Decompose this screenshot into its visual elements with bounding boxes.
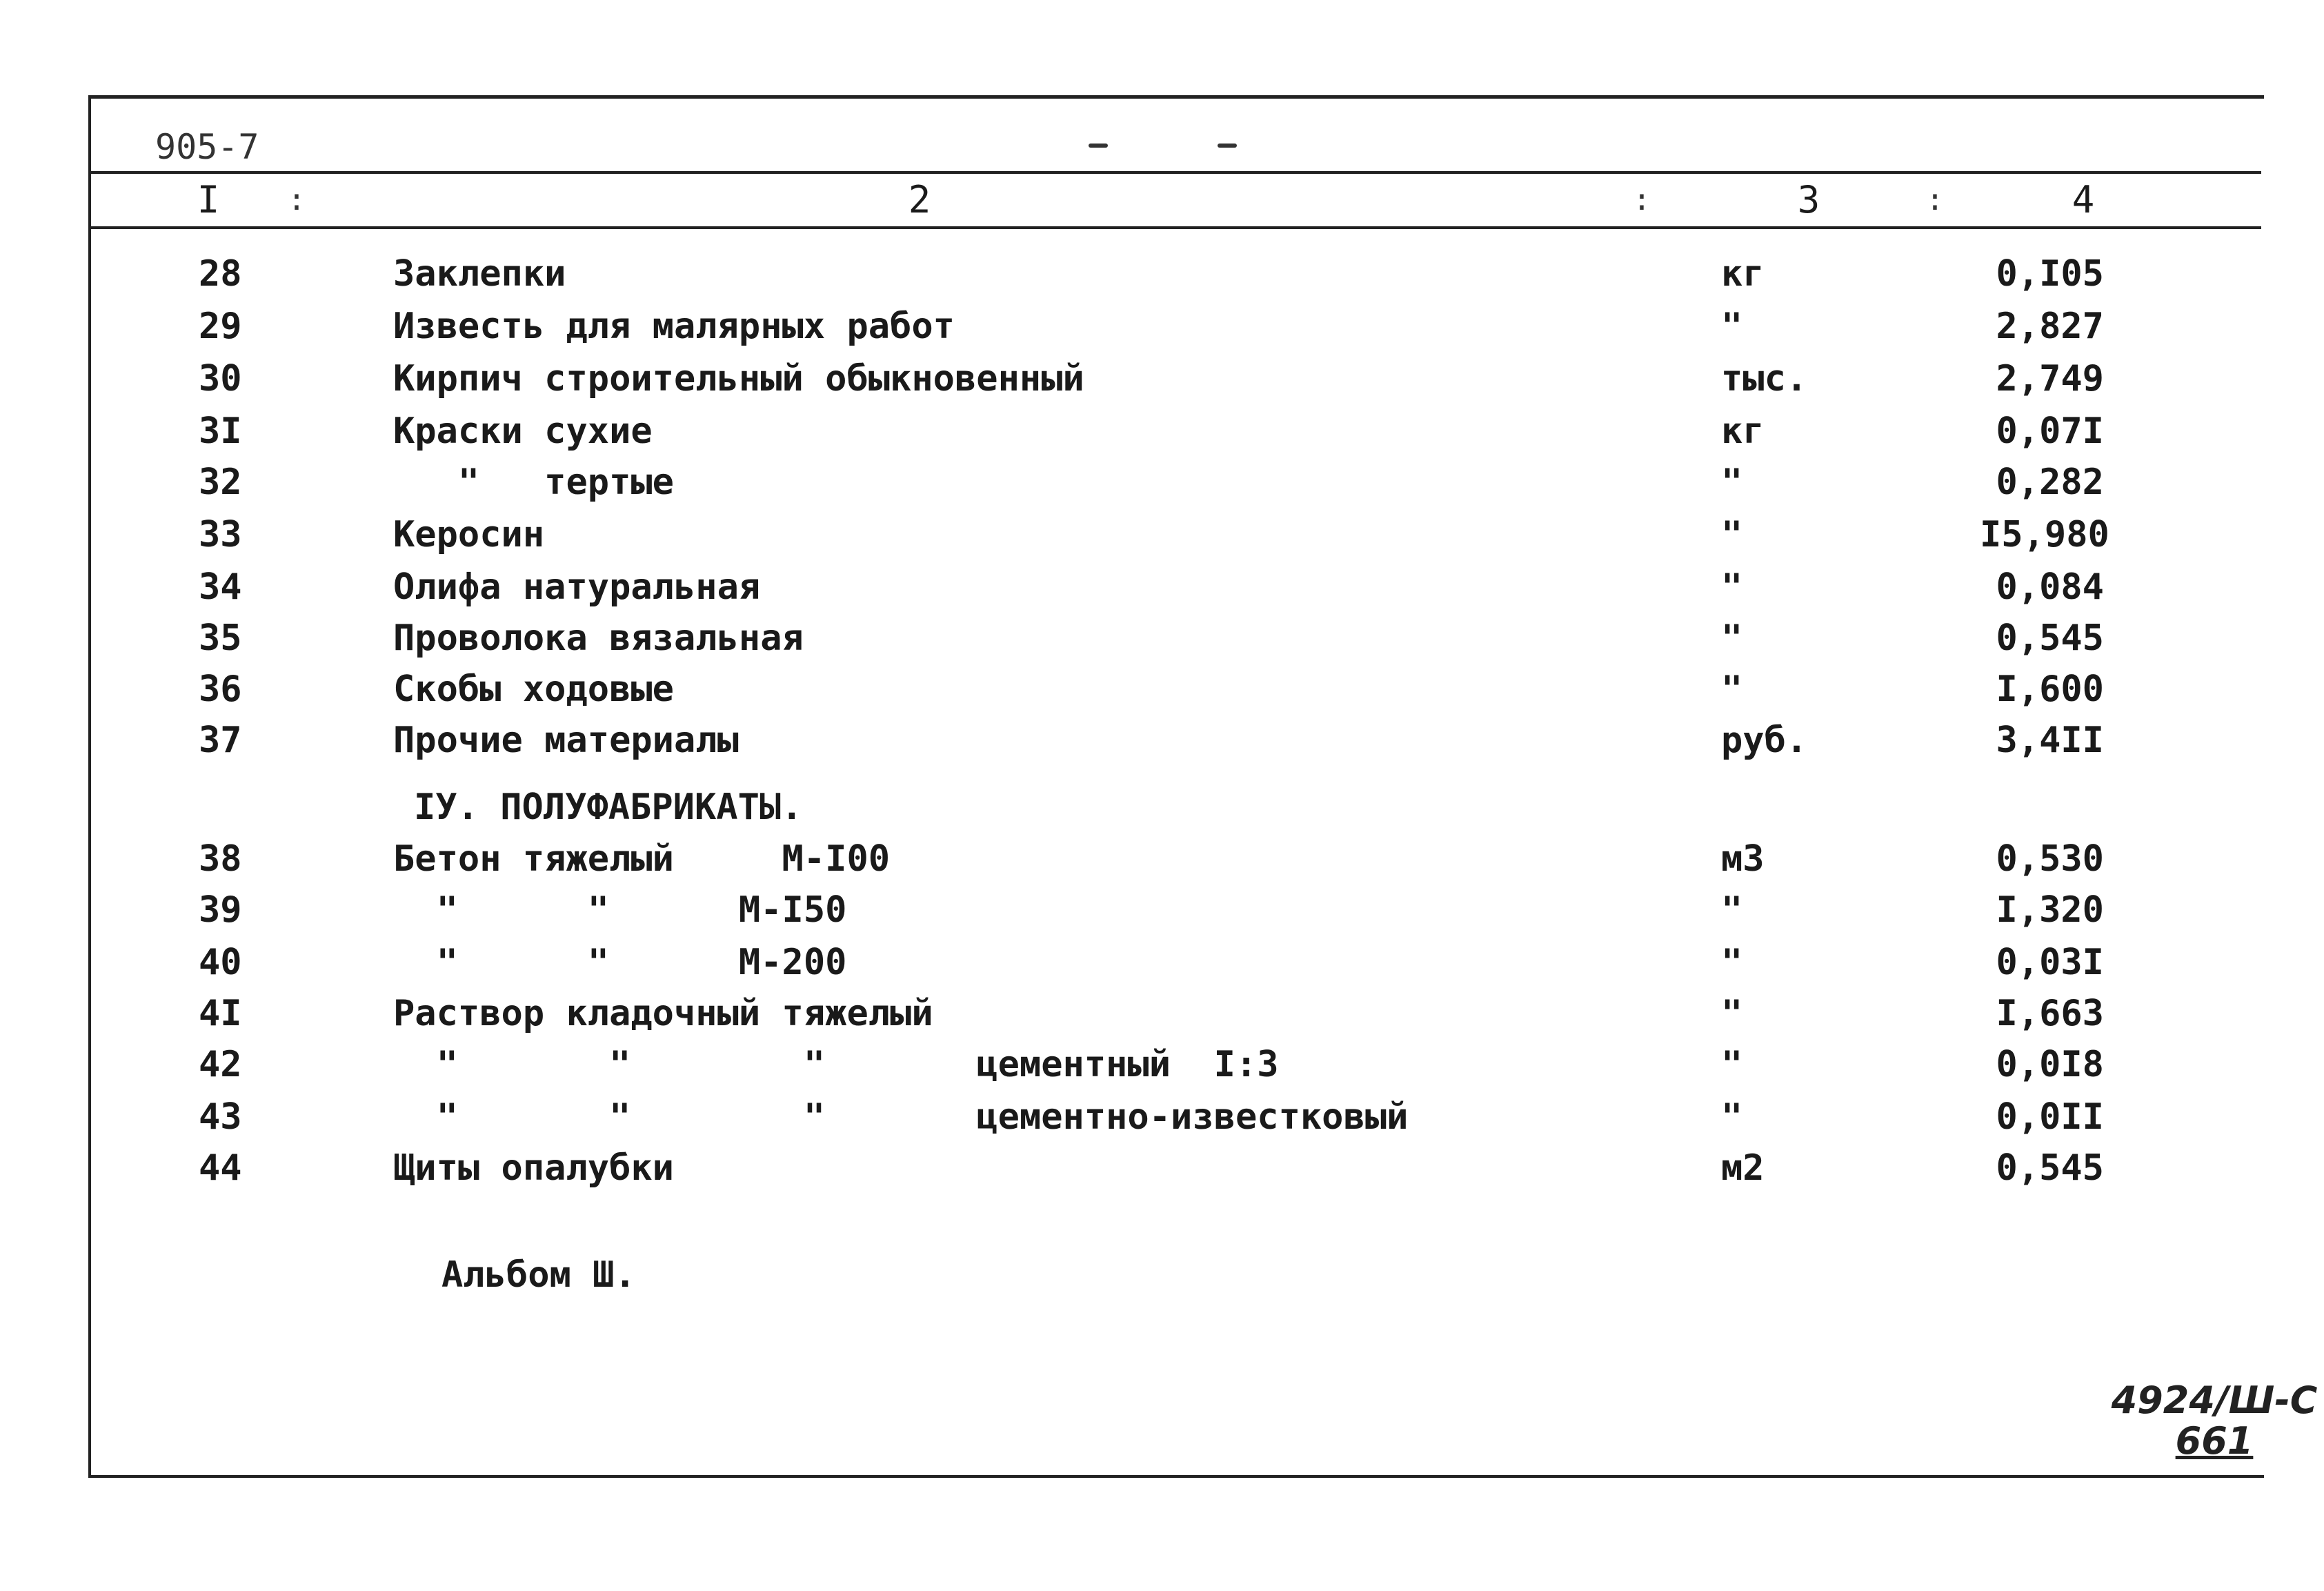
row-number: 33 [199,514,242,555]
row-name: " " " цементный I:3 [393,1044,1279,1085]
row-unit: " [1721,617,1743,659]
row-name: Щиты опалубки [393,1147,674,1189]
table-row [0,614,2324,662]
row-name: Керосин [393,514,545,555]
table-row [0,355,2324,403]
stamp-code: 4924/Ш-С [2111,1378,2318,1422]
row-number: 29 [199,306,242,347]
row-number: 37 [199,720,242,761]
table-row [0,458,2324,506]
row-name: Заклепки [393,253,566,295]
row-number: 40 [199,942,242,983]
row-unit: " [1721,462,1743,503]
row-number: 42 [199,1044,242,1085]
row-value: 3,4II [1996,720,2104,761]
row-name: Скобы ходовые [393,669,674,710]
table-row [0,1040,2324,1089]
row-number: 34 [199,566,242,608]
row-unit: " [1721,306,1743,347]
row-unit: руб. [1721,720,1808,761]
row-number: 28 [199,253,242,295]
row-value: 0,07I [1996,411,2104,452]
row-unit: " [1721,1044,1743,1085]
archive-stamp [2111,1380,2318,1462]
header-dash-mark [1089,144,1108,148]
row-unit: " [1721,889,1743,931]
row-number: 30 [199,358,242,399]
row-unit: " [1721,669,1743,710]
row-name: Кирпич строительный обыкновенный [393,358,1084,399]
table-row [0,407,2324,455]
row-name: " " М-200 [393,942,847,983]
row-value: 0,084 [1996,566,2104,608]
row-number: 39 [199,889,242,931]
row-value: 0,282 [1996,462,2104,503]
section-title: IУ. ПОЛУФАБРИКАТЫ. [414,787,803,828]
row-number: 3I [199,411,242,452]
row-unit: м2 [1721,1147,1765,1189]
column-separator: : [1632,182,1651,217]
table-row [0,886,2324,934]
row-unit: " [1721,1096,1743,1138]
row-value: 0,545 [1996,1147,2104,1189]
column-header-3: 3 [1797,178,1820,221]
album-note: Альбом Ш. [441,1254,636,1296]
table-row [0,1144,2324,1192]
column-separator: : [287,182,306,217]
table-row [0,938,2324,987]
document-code: 905-7 [155,127,259,167]
row-unit: " [1721,993,1743,1034]
row-name: " тертые [393,462,674,503]
header-dash-mark [1218,144,1237,148]
table-row [0,665,2324,713]
stamp-page-number: 661 [2175,1419,2254,1463]
row-number: 32 [199,462,242,503]
row-name: Прочие материалы [393,720,739,761]
table-row [0,563,2324,611]
row-number: 4I [199,993,242,1034]
row-number: 44 [199,1147,242,1189]
row-value: I5,980 [1980,514,2109,555]
column-header-4: 4 [2072,178,2095,221]
row-value: 2,749 [1996,358,2104,399]
row-unit: " [1721,514,1743,555]
row-unit: " [1721,566,1743,608]
row-value: I,600 [1996,669,2104,710]
column-separator: : [1925,182,1945,217]
row-unit: м3 [1721,838,1765,880]
row-number: 35 [199,617,242,659]
row-value: I,320 [1996,889,2104,931]
row-value: 2,827 [1996,306,2104,347]
row-value: 0,0II [1996,1096,2104,1138]
row-name: Бетон тяжелый М-I00 [393,838,891,880]
row-name: " " М-I50 [393,889,847,931]
row-unit: " [1721,942,1743,983]
row-value: 0,545 [1996,617,2104,659]
row-name: Олифа натуральная [393,566,761,608]
column-header-1: I [197,178,220,221]
row-number: 43 [199,1096,242,1138]
table-row [0,250,2324,298]
header-top-rule [88,171,2261,174]
table-row [0,302,2324,350]
table-row [0,835,2324,883]
row-number: 36 [199,669,242,710]
row-value: I,663 [1996,993,2104,1034]
row-unit: кг [1721,411,1765,452]
table-row [0,511,2324,559]
table-row [0,1093,2324,1141]
row-unit: кг [1721,253,1765,295]
header-bottom-rule [88,226,2261,229]
row-name: " " " цементно-известковый [393,1096,1409,1138]
row-unit: тыс. [1721,358,1808,399]
table-row [0,716,2324,764]
row-name: Раствор кладочный тяжелый [393,993,933,1034]
row-number: 38 [199,838,242,880]
row-name: Краски сухие [393,411,653,452]
row-value: 0,0I8 [1996,1044,2104,1085]
row-value: 0,I05 [1996,253,2104,295]
row-value: 0,03I [1996,942,2104,983]
column-header-2: 2 [908,178,931,221]
row-name: Известь для малярных работ [393,306,955,347]
table-row [0,989,2324,1038]
row-value: 0,530 [1996,838,2104,880]
row-name: Проволока вязальная [393,617,804,659]
